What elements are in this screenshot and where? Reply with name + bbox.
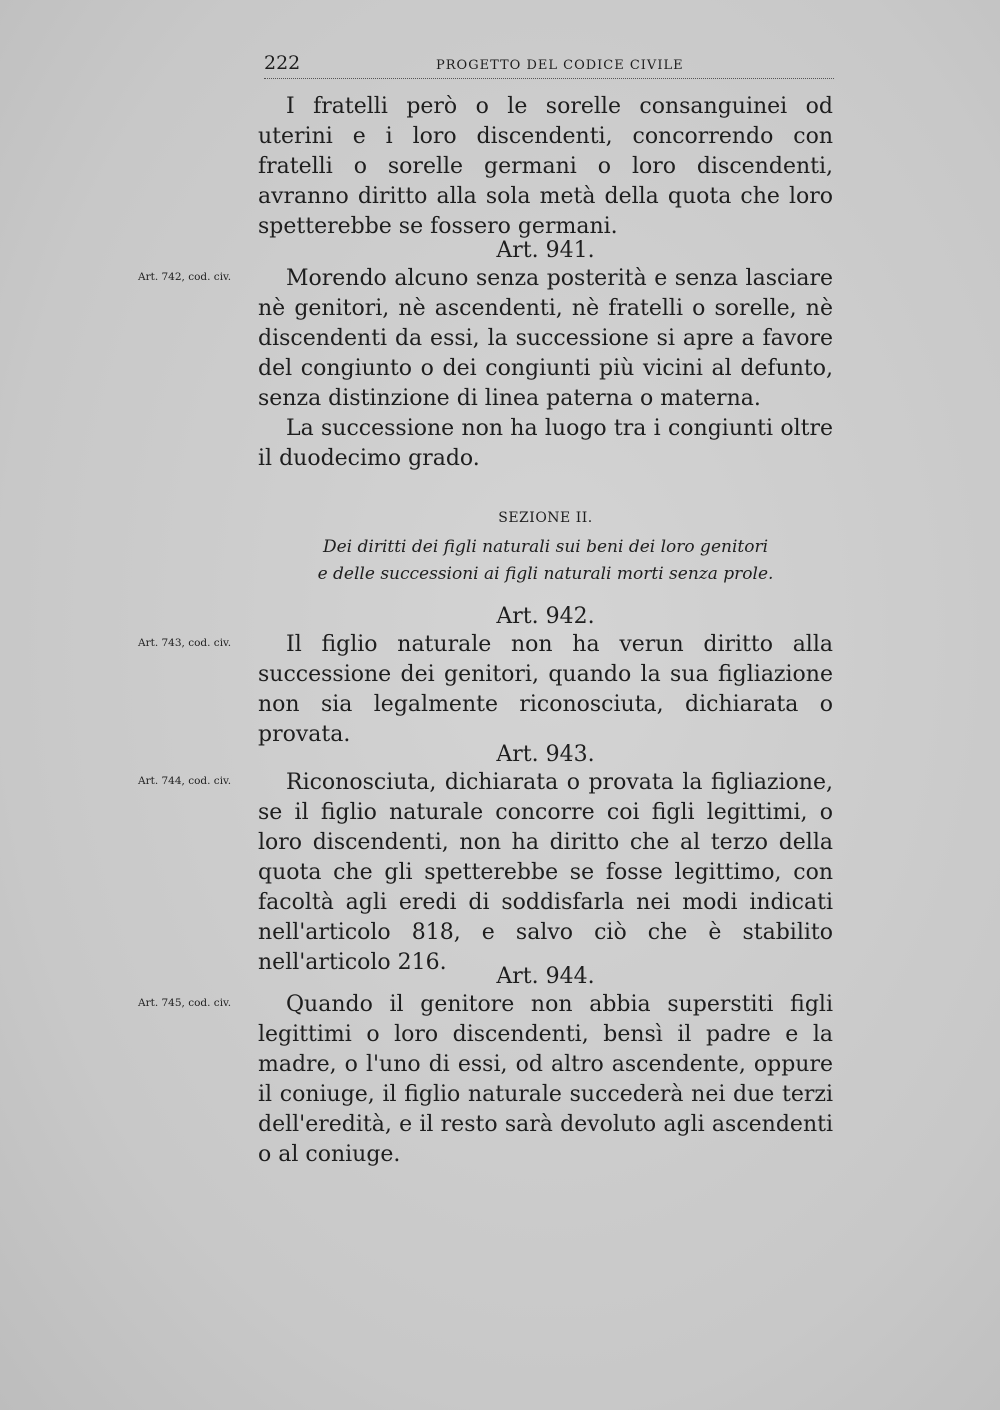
article-943-paragraph: Riconosciuta, dichiarata o provata la figliazione, se il figlio naturale concorre coi figli legittimi, o loro discendenti, non ha diritto che al terzo della quota che gli spetterebbe se fosse legittimo, con facoltà agli eredi di soddisfarla nei modi indicati nell'articolo 818, e salvo ciò che è stabilito nell'articolo 216. (258, 770, 833, 975)
article-944-body (258, 990, 833, 1170)
article-941-paragraph-1: Morendo alcuno senza posterità e senza lasciare nè genitori, nè ascendenti, nè fratelli o sorelle, nè discendenti da essi, la successione si apre a favore del congiunto o dei congiunti più vicini al defunto, senza distinzione di linea paterna o materna. (258, 266, 833, 411)
intro-text-block (258, 92, 833, 242)
article-944-paragraph: Quando il genitore non abbia superstiti figli legittimi o loro discendenti, bensì il padre e la madre, o l'uno di essi, od altro ascendente, oppure il coniuge, il figlio naturale succederà nei due terzi dell'eredità, e il resto sarà devoluto agli ascendenti o al coniuge. (258, 992, 833, 1167)
article-941-margin-note: Art. 742, cod. civ. (138, 271, 232, 283)
article-943-margin-note: Art. 744, cod. civ. (138, 775, 232, 787)
article-941-body (258, 264, 833, 474)
section-title-line-1: Dei diritti dei figli naturali sui beni dei loro genitori (322, 537, 769, 557)
page-number: 222 (264, 52, 301, 74)
intro-paragraph: I fratelli però o le sorelle consanguinei od uterini e i loro discendenti, concorrendo con fratelli o sorelle germani o loro discendenti, avranno diritto alla sola metà della quota che loro spetterebbe se fossero germani. (258, 94, 833, 239)
section-title-line-2: e delle successioni ai figli naturali morti senza prole. (317, 564, 774, 584)
article-942-margin-note: Art. 743, cod. civ. (138, 637, 232, 649)
article-942-paragraph: Il figlio naturale non ha verun diritto alla successione dei genitori, quando la sua figliazione non sia legalmente riconosciuta, dichiarata o provata. (258, 632, 833, 747)
article-941-paragraph-2: La successione non ha luogo tra i congiunti oltre il duodecimo grado. (258, 416, 833, 471)
article-943-heading: Art. 943. (496, 742, 595, 767)
article-942-body (258, 630, 833, 750)
article-942-heading: Art. 942. (496, 604, 595, 629)
section-label: SEZIONE II. (498, 510, 593, 526)
section-title (258, 534, 833, 588)
running-title: PROGETTO DEL CODICE CIVILE (436, 58, 684, 73)
article-943-body (258, 768, 833, 978)
article-944-margin-note: Art. 745, cod. civ. (138, 997, 232, 1009)
article-944-heading: Art. 944. (496, 964, 595, 989)
page-header (264, 50, 834, 79)
article-941-heading: Art. 941. (496, 238, 595, 263)
